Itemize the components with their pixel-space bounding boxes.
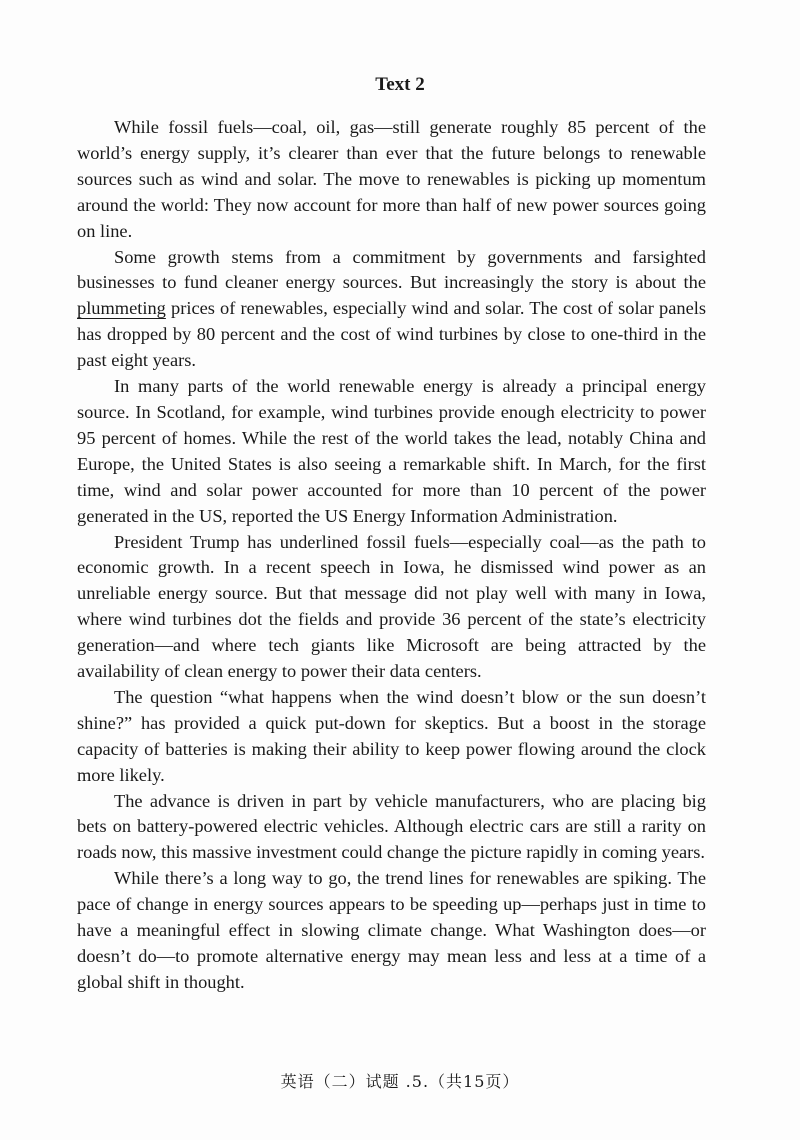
paragraph-2-text-start: Some growth stems from a commitment by governments and farsighted businesses to fund cleaner energy sources. But increasingly the story is about the (77, 246, 706, 293)
passage-body (77, 115, 706, 996)
page-footer: 英语（二）试题 .5.（共15页） (280, 1072, 520, 1091)
paragraph-3-text: In many parts of the world renewable energy is already a principal energy source. In Scotland, for example, wind turbines provide enough electricity to power 95 percent of homes. While the rest of the world takes the lead, notably China and Europe, the United States is also seeing a remarkable shift. In March, for the first time, wind and solar power accounted for more than 10 percent of the power generated in the US, reported the US Energy Information Administration. (77, 376, 706, 526)
passage-title: Text 2 (375, 74, 425, 95)
paragraph-7 (77, 866, 706, 996)
paragraph-6 (77, 789, 706, 867)
paragraph-7-text: While there’s a long way to go, the trend lines for renewables are spiking. The pace of change in energy sources appears to be speeding up—perhaps just in time to have a meaningful effect in slowing climate change. What Washington does—or doesn’t do—to promote alternative energy may mean less and less at a time of a global shift in thought. (77, 868, 706, 992)
paragraph-5-text: The question “what happens when the wind doesn’t blow or the sun doesn’t shine?” has provided a quick put-down for skeptics. But a boost in the storage capacity of batteries is making their ability to keep power flowing around the clock more likely. (77, 686, 706, 785)
paragraph-1 (77, 115, 706, 245)
paragraph-1-text: While fossil fuels—coal, oil, gas—still generate roughly 85 percent of the world’s energy supply, it’s clearer than ever that the future belongs to renewable sources such as wind and solar. The move to renewables is picking up momentum around the world: They now account for more than half of new power sources going on line. (77, 117, 706, 241)
paragraph-3 (77, 374, 706, 529)
paragraph-4-text: President Trump has underlined fossil fuels—especially coal—as the path to economic growth. In a recent speech in Iowa, he dismissed wind power as an unreliable energy source. But that message did not play well with many in Iowa, where wind turbines dot the fields and provide 36 percent of the state’s electricity generation—and where tech giants like Microsoft are being attracted by the availability of clean energy to power their data centers. (77, 531, 706, 682)
paragraph-4 (77, 530, 706, 685)
underlined-word-plummeting: plummeting (77, 298, 166, 319)
paragraph-5 (77, 685, 706, 789)
paragraph-2-text-end: prices of renewables, especially wind and solar. The cost of solar panels has dropped by 80 percent and the cost of wind turbines by close to one-third in the past eight years. (77, 298, 706, 371)
paragraph-6-text: The advance is driven in part by vehicle manufacturers, who are placing big bets on battery-powered electric vehicles. Although electric cars are still a rarity on roads now, this massive investment could change the picture rapidly in coming years. (77, 790, 706, 863)
paragraph-2 (77, 245, 706, 375)
